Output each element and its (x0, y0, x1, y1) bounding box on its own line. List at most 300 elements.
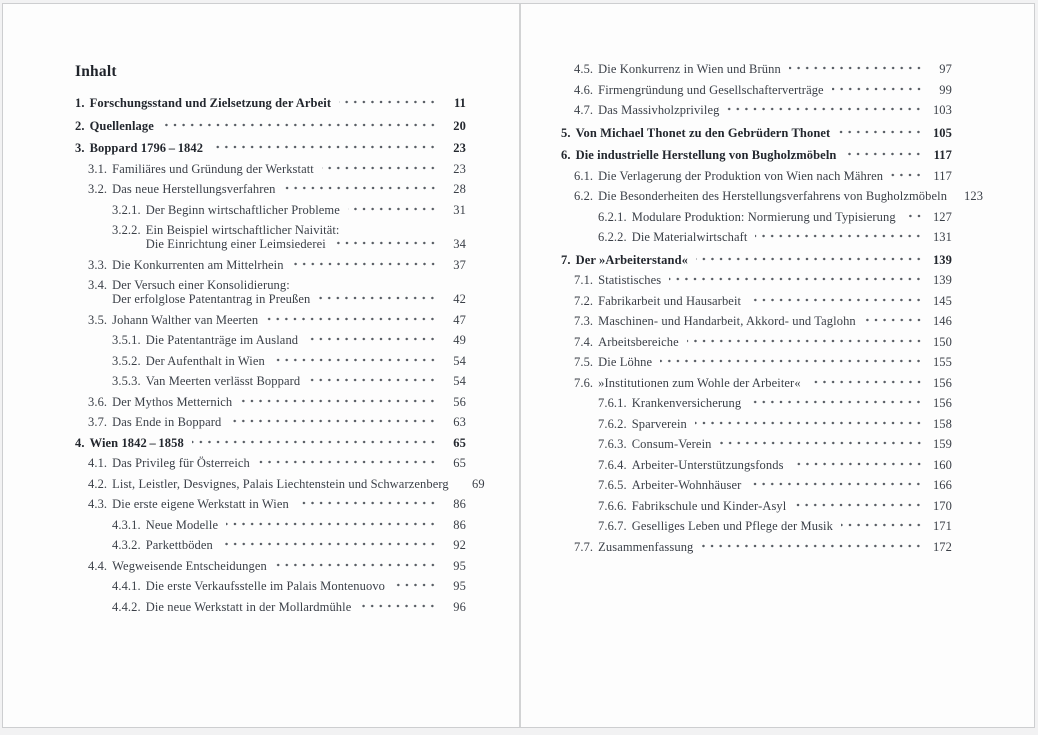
toc-entry-body (112, 497, 466, 511)
dot-leader (844, 151, 924, 162)
toc-entry-body (146, 579, 466, 593)
toc-entry-last-line (598, 540, 952, 554)
toc-entry-text: Die Löhne (598, 355, 653, 369)
dot-leader (318, 295, 438, 306)
toc-entry-number: 7.7. (574, 539, 594, 554)
dot-leader (273, 357, 438, 368)
toc-entry-number: 3.5. (88, 312, 108, 327)
toc-entry-last-line (598, 62, 952, 76)
dot-leader (221, 541, 438, 552)
toc-entry-number: 7.6.6. (598, 498, 627, 513)
toc-entry-last-line (146, 600, 466, 614)
toc-entry-page-number: 54 (453, 353, 466, 368)
toc-entry (561, 294, 952, 308)
dot-leader (904, 213, 924, 224)
toc-entry-last-line (146, 579, 466, 593)
toc-entry-last-line (598, 355, 952, 369)
toc-entry-text: Das Privileg für Österreich (112, 456, 250, 470)
toc-entry (75, 141, 466, 155)
toc-entry (75, 518, 466, 532)
toc-entry-number: 4.5. (574, 62, 594, 76)
toc-entry-page-number: 145 (932, 293, 952, 308)
dot-leader (832, 86, 924, 97)
toc-entry-page-number: 131 (932, 230, 952, 244)
toc-entry-number: 7.6.4. (598, 457, 627, 472)
toc-entry-page-number: 139 (932, 273, 952, 287)
dot-leader (789, 65, 924, 76)
toc-entry-text: Die Patentanträge im Ausland (145, 333, 299, 347)
toc-entry-last-line (90, 141, 466, 155)
toc-entry-last-line (598, 83, 952, 97)
toc-entry-page-number: 95 (453, 579, 466, 593)
toc-entry (561, 376, 952, 390)
toc-entry-number: 7.2. (574, 293, 594, 308)
toc-entry-page-number: 42 (453, 292, 466, 306)
toc-entry-last-line (112, 162, 466, 176)
toc-entry (75, 278, 466, 306)
toc-entry-body (598, 103, 952, 117)
toc-entry-page-number: 31 (453, 202, 466, 217)
toc-entry-number: 7.3. (574, 314, 594, 328)
toc-entry-text: Die Verlagerung der Produktion von Wien nach Mähren (598, 168, 884, 183)
toc-entry-text: Das neue Herstellungsverfahren (112, 182, 276, 196)
toc-entry-body (632, 499, 952, 513)
toc-entry-number: 4.4.1. (112, 579, 141, 593)
book-spread (2, 3, 1035, 728)
toc-entry (75, 497, 466, 511)
toc-entry-text: Von Michael Thonet zu den Gebrüdern Thonet (575, 125, 831, 140)
dot-leader (838, 129, 924, 140)
toc-entry-last-line (146, 354, 466, 368)
dot-leader (720, 440, 925, 451)
toc-entry-text: Das Massivholzprivileg (598, 103, 720, 117)
toc-entry-last-line (576, 148, 952, 162)
toc-entry-number: 4.3.1. (112, 517, 141, 532)
toc-entry-page-number: 171 (932, 519, 952, 533)
toc-entry-text: Wien 1842 – 1858 (89, 435, 184, 450)
toc-entry-last-line (598, 169, 952, 183)
toc-entry-body (112, 258, 466, 272)
toc-entry-body (90, 141, 466, 155)
toc-entry-text: Die industrielle Herstellung von Bugholzmöbeln (575, 148, 837, 162)
toc-entry (561, 230, 952, 244)
toc-entry-text: Ein Beispiel wirtschaftlicher Naivität: (145, 223, 340, 237)
toc-entry-body (598, 355, 952, 369)
toc-entry-last-line (112, 292, 466, 306)
toc-entry (561, 126, 952, 140)
toc-entry-page-number: 56 (453, 394, 466, 409)
page-right (519, 4, 1034, 727)
toc-entry (561, 499, 952, 513)
toc-entry-last-line (598, 376, 952, 390)
toc-entry-text: Boppard 1796 – 1842 (89, 141, 204, 155)
toc-entry (75, 313, 466, 327)
toc-entry-number: 3.4. (88, 278, 108, 292)
toc-entry-number: 5. (561, 125, 571, 140)
toc-entry (561, 189, 984, 203)
dot-leader (211, 144, 438, 155)
toc-entry-body (146, 223, 466, 251)
toc-list-left (75, 96, 485, 614)
toc-entry-text: Der Beginn wirtschaftlicher Probleme (145, 202, 340, 217)
dot-leader (809, 379, 924, 390)
toc-entry (75, 354, 466, 368)
toc-entry (75, 203, 466, 217)
toc-entry-text: Maschinen- und Handarbeit, Akkord- und Taglohn (598, 314, 856, 328)
toc-entry (75, 258, 466, 272)
toc-entry-last-line (598, 103, 952, 117)
toc-entry-page-number: 47 (453, 312, 466, 327)
toc-entry-body (598, 83, 952, 97)
dot-leader (696, 256, 924, 267)
toc-entry-text: Das Ende in Boppard (112, 415, 222, 429)
toc-entry-page-number: 23 (453, 141, 466, 155)
toc-entry (561, 540, 952, 554)
toc-entry-text: Die neue Werkstatt in der Mollardmühle (145, 599, 352, 614)
toc-entry-page-number: 34 (453, 237, 466, 251)
toc-entry (75, 119, 466, 133)
toc-entry-page-number: 86 (453, 517, 466, 532)
dot-leader (192, 439, 438, 450)
toc-entry-page-number: 92 (453, 538, 466, 552)
toc-entry-text: Parkettböden (145, 538, 213, 552)
dot-leader (297, 500, 438, 511)
toc-entry-last-line (112, 497, 466, 511)
toc-entry (75, 456, 466, 470)
toc-entry (75, 436, 466, 450)
toc-entry-number: 4.3. (88, 497, 108, 511)
toc-entry-body (146, 600, 466, 614)
toc-entry-text: »Institutionen zum Wohle der Arbeiter« (598, 375, 801, 390)
toc-entry (561, 314, 952, 328)
toc-entry-number: 3.2. (88, 182, 108, 196)
toc-entry-number: 3.6. (88, 394, 108, 409)
toc-entry (561, 273, 952, 287)
dot-leader (258, 459, 438, 470)
toc-entry (561, 253, 952, 267)
toc-entry-page-number: 170 (932, 498, 952, 513)
toc-entry-number: 6.2. (574, 189, 594, 203)
toc-entry-text: Zusammenfassung (598, 539, 694, 554)
toc-entry (561, 519, 952, 533)
toc-entry (561, 417, 952, 431)
toc-entry-body (90, 436, 466, 450)
dot-leader (669, 276, 924, 287)
toc-entry-last-line (576, 253, 952, 267)
toc-entry-page-number: 156 (932, 375, 952, 390)
toc-entry-number: 3.1. (88, 161, 108, 176)
toc-entry (561, 396, 952, 410)
toc-entry-text: Sparverein (631, 416, 687, 431)
toc-entry-last-line (632, 417, 952, 431)
toc-entry (75, 374, 466, 388)
toc-entry-number: 6.2.2. (598, 230, 627, 244)
toc-entry-last-line (146, 203, 466, 217)
toc-entry-body (598, 273, 952, 287)
toc-entry-body (632, 458, 952, 472)
toc-entry-body (112, 182, 466, 196)
dot-leader (891, 172, 924, 183)
toc-entry-last-line (112, 258, 466, 272)
toc-entry-number: 3.2.2. (112, 223, 141, 237)
toc-entry-body (90, 119, 466, 133)
toc-entry-body (112, 456, 466, 470)
toc-entry-page-number: 146 (932, 314, 952, 328)
dot-leader (864, 317, 924, 328)
toc-entry (561, 62, 952, 76)
toc-entry-body (146, 374, 466, 388)
toc-entry-page-number: 54 (453, 374, 466, 388)
toc-entry-page-number: 63 (453, 415, 466, 429)
toc-entry-last-line (90, 436, 466, 450)
toc-entry-page-number: 172 (932, 539, 952, 554)
toc-entry-text: Die erste Verkaufsstelle im Palais Montenuovo (145, 579, 386, 593)
toc-entry-body (112, 415, 466, 429)
dot-leader (749, 297, 924, 308)
toc-entry-number: 4.6. (574, 82, 594, 97)
toc-entry (75, 415, 466, 429)
toc-entry-number: 4.4.2. (112, 599, 141, 614)
toc-entry-page-number: 97 (939, 62, 952, 76)
toc-entry-last-line (598, 294, 952, 308)
toc-entry-number: 4.1. (88, 456, 108, 470)
toc-entry-last-line (112, 313, 466, 327)
toc-entry-last-line (146, 518, 466, 532)
toc-entry-last-line (598, 335, 952, 349)
toc-entry-body (146, 518, 466, 532)
dot-leader (393, 582, 438, 593)
toc-entry-body (576, 148, 952, 162)
dot-leader (308, 377, 438, 388)
toc-entry-page-number: 65 (453, 456, 466, 470)
toc-entry (75, 182, 466, 196)
dot-leader (339, 99, 438, 110)
dot-leader (727, 106, 924, 117)
toc-entry-page-number: 86 (453, 497, 466, 511)
dot-leader (322, 165, 438, 176)
toc-entry-last-line (632, 230, 952, 244)
toc-entry-body (598, 335, 952, 349)
toc-entry-page-number: 69 (472, 476, 485, 491)
toc-entry (561, 148, 952, 162)
toc-entry-body (112, 162, 466, 176)
toc-entry-body (632, 478, 952, 492)
dot-leader (841, 522, 924, 533)
toc-entry (75, 476, 485, 491)
toc-entry (561, 335, 952, 349)
toc-entry-page-number: 166 (932, 478, 952, 492)
toc-entry-last-line (146, 237, 466, 251)
toc-entry-number: 6.1. (574, 168, 594, 183)
toc-entry-text: Firmengründung und Gesellschafterverträge (598, 82, 824, 97)
toc-entry-text: Wegweisende Entscheidungen (112, 558, 267, 573)
toc-entry-text: Modulare Produktion: Normierung und Typisierung (631, 209, 896, 224)
toc-entry-page-number: 123 (964, 189, 984, 203)
toc-entry (75, 162, 466, 176)
toc-entry-text: Consum-Verein (631, 437, 712, 451)
toc-entry-page-number: 127 (932, 209, 952, 224)
toc-entry-body (632, 396, 952, 410)
toc-entry-text: Die Besonderheiten des Herstellungsverfahrens von Bugholzmöbeln (598, 189, 948, 203)
toc-entry-text: Forschungsstand und Zielsetzung der Arbeit (89, 96, 332, 110)
toc-entry-last-line (90, 96, 466, 110)
toc-entry (561, 210, 952, 224)
toc-entry-text: Fabrikschule und Kinder-Asyl (631, 498, 787, 513)
toc-entry (75, 559, 466, 573)
toc-entry-body (576, 253, 952, 267)
dot-leader (794, 502, 924, 513)
dot-leader (695, 420, 924, 431)
toc-entry-number: 4.2. (88, 476, 108, 491)
toc-entry-last-line (632, 458, 952, 472)
dot-leader (660, 358, 924, 369)
toc-entry-body (598, 540, 952, 554)
toc-entry-page-number: 117 (933, 148, 952, 162)
toc-entry-number: 3.5.3. (112, 374, 141, 388)
toc-entry-number: 3.7. (88, 415, 108, 429)
toc-entry-last-line (90, 119, 466, 133)
toc-entry-page-number: 160 (932, 457, 952, 472)
toc-entry-body (632, 519, 952, 533)
toc-entry-number: 4.3.2. (112, 538, 141, 552)
toc-entry-text: Johann Walther van Meerten (112, 312, 259, 327)
toc-entry-text-continuation: Die Einrichtung einer Leimsiederei (145, 237, 326, 251)
toc-entry-text: Krankenversicherung (631, 396, 742, 410)
toc-entry-number: 7.1. (574, 273, 594, 287)
toc-entry-number: 6. (561, 148, 571, 162)
toc-entry-number: 4.7. (574, 103, 594, 117)
toc-entry-last-line (632, 396, 952, 410)
toc-entry-body (112, 313, 466, 327)
toc-entry-text: Familiäres und Gründung der Werkstatt (112, 161, 314, 176)
toc-entry-body (146, 354, 466, 368)
dot-leader (162, 122, 438, 133)
toc-entry (561, 103, 952, 117)
toc-entry-page-number: 139 (932, 252, 952, 267)
toc-entry-page-number: 158 (932, 416, 952, 431)
toc-entry-page-number: 99 (939, 82, 952, 97)
toc-entry-text: Geselliges Leben und Pflege der Musik (631, 519, 833, 533)
toc-entry-number: 7.6. (574, 375, 594, 390)
toc-entry-body (632, 437, 952, 451)
toc-entry-number: 7.4. (574, 334, 594, 349)
dot-leader (334, 240, 438, 251)
toc-entry-page-number: 105 (932, 125, 952, 140)
toc-entry-number: 7.6.1. (598, 396, 627, 410)
toc-entry-text: Arbeitsbereiche (598, 334, 679, 349)
toc-entry-page-number: 20 (453, 118, 466, 133)
dot-leader (701, 543, 924, 554)
toc-list-right (561, 62, 984, 554)
toc-entry-page-number: 159 (932, 437, 952, 451)
toc-entry-body (146, 203, 466, 217)
toc-entry-last-line (112, 476, 485, 491)
toc-entry-text: Der Mythos Metternich (112, 394, 233, 409)
dot-leader (306, 336, 438, 347)
toc-entry-number: 7.6.3. (598, 437, 627, 451)
toc-entry-page-number: 37 (453, 257, 466, 272)
dot-leader (792, 461, 924, 472)
dot-leader (292, 261, 438, 272)
toc-entry (561, 83, 952, 97)
toc-entry-page-number: 65 (453, 435, 466, 450)
toc-entry-body (112, 476, 485, 491)
toc-entry-page-number: 28 (453, 182, 466, 196)
toc-entry-number: 4. (75, 435, 85, 450)
toc-entry-number: 1. (75, 96, 85, 110)
toc-entry-body (632, 230, 952, 244)
toc-entry-number: 6.2.1. (598, 209, 627, 224)
toc-entry-body (576, 126, 952, 140)
toc-entry (75, 538, 466, 552)
toc-entry-text: Quellenlage (89, 118, 154, 133)
toc-entry-number: 3.3. (88, 257, 108, 272)
toc-entry-text: Die Konkurrenz in Wien und Brünn (598, 62, 781, 76)
toc-entry-last-line (598, 314, 952, 328)
toc-entry-page-number: 117 (933, 168, 952, 183)
toc-entry-number: 3.2.1. (112, 202, 141, 217)
toc-entry-last-line (112, 182, 466, 196)
toc-entry-last-line (112, 395, 466, 409)
toc-entry (75, 223, 466, 251)
toc-entry-last-line (576, 126, 952, 140)
toc-entry-body (112, 559, 466, 573)
toc-entry-body (146, 538, 466, 552)
toc-entry-body (632, 210, 952, 224)
toc-entry-text: Arbeiter-Unterstützungsfonds (631, 457, 784, 472)
toc-entry (561, 458, 952, 472)
dot-leader (266, 316, 438, 327)
toc-entry-text: Van Meerten verlässt Boppard (145, 374, 301, 388)
toc-entry-last-line (112, 559, 466, 573)
toc-entry-number: 7.6.2. (598, 416, 627, 431)
toc-entry-last-line (598, 273, 952, 287)
toc-entry-text: Arbeiter-Wohnhäuser (631, 478, 742, 492)
dot-leader (749, 481, 924, 492)
dot-leader (749, 399, 924, 410)
toc-entry-text: Fabrikarbeit und Hausarbeit (598, 293, 742, 308)
toc-entry (561, 478, 952, 492)
toc-entry-last-line (146, 333, 466, 347)
page-left (3, 4, 519, 727)
toc-entry-number: 3.5.2. (112, 353, 141, 368)
toc-entry-last-line (632, 478, 952, 492)
toc-entry (75, 579, 466, 593)
toc-entry-text: Neue Modelle (145, 517, 219, 532)
toc-entry-page-number: 150 (932, 334, 952, 349)
toc-entry-body (112, 278, 466, 306)
toc-entry-page-number: 155 (932, 355, 952, 369)
toc-entry-text: Der Aufenthalt in Wien (145, 353, 265, 368)
dot-leader (359, 603, 438, 614)
toc-entry-number: 7.6.7. (598, 519, 627, 533)
toc-entry-body (598, 169, 952, 183)
toc-entry-text: Der Versuch einer Konsolidierung: (112, 278, 290, 292)
toc-entry-body (598, 314, 952, 328)
toc-entry-text: Statistisches (598, 273, 662, 287)
toc-entry-body (598, 189, 984, 203)
toc-entry-body (598, 376, 952, 390)
dot-leader (284, 185, 438, 196)
toc-entry-last-line (112, 456, 466, 470)
toc-entry (75, 96, 466, 110)
toc-entry-page-number: 95 (453, 558, 466, 573)
toc-entry-last-line (632, 499, 952, 513)
toc-entry-page-number: 11 (453, 96, 466, 110)
toc-entry-text: List, Leistler, Desvignes, Palais Liechtenstein und Schwarzenberg (112, 476, 449, 491)
toc-entry-page-number: 103 (932, 103, 952, 117)
toc-entry (561, 355, 952, 369)
